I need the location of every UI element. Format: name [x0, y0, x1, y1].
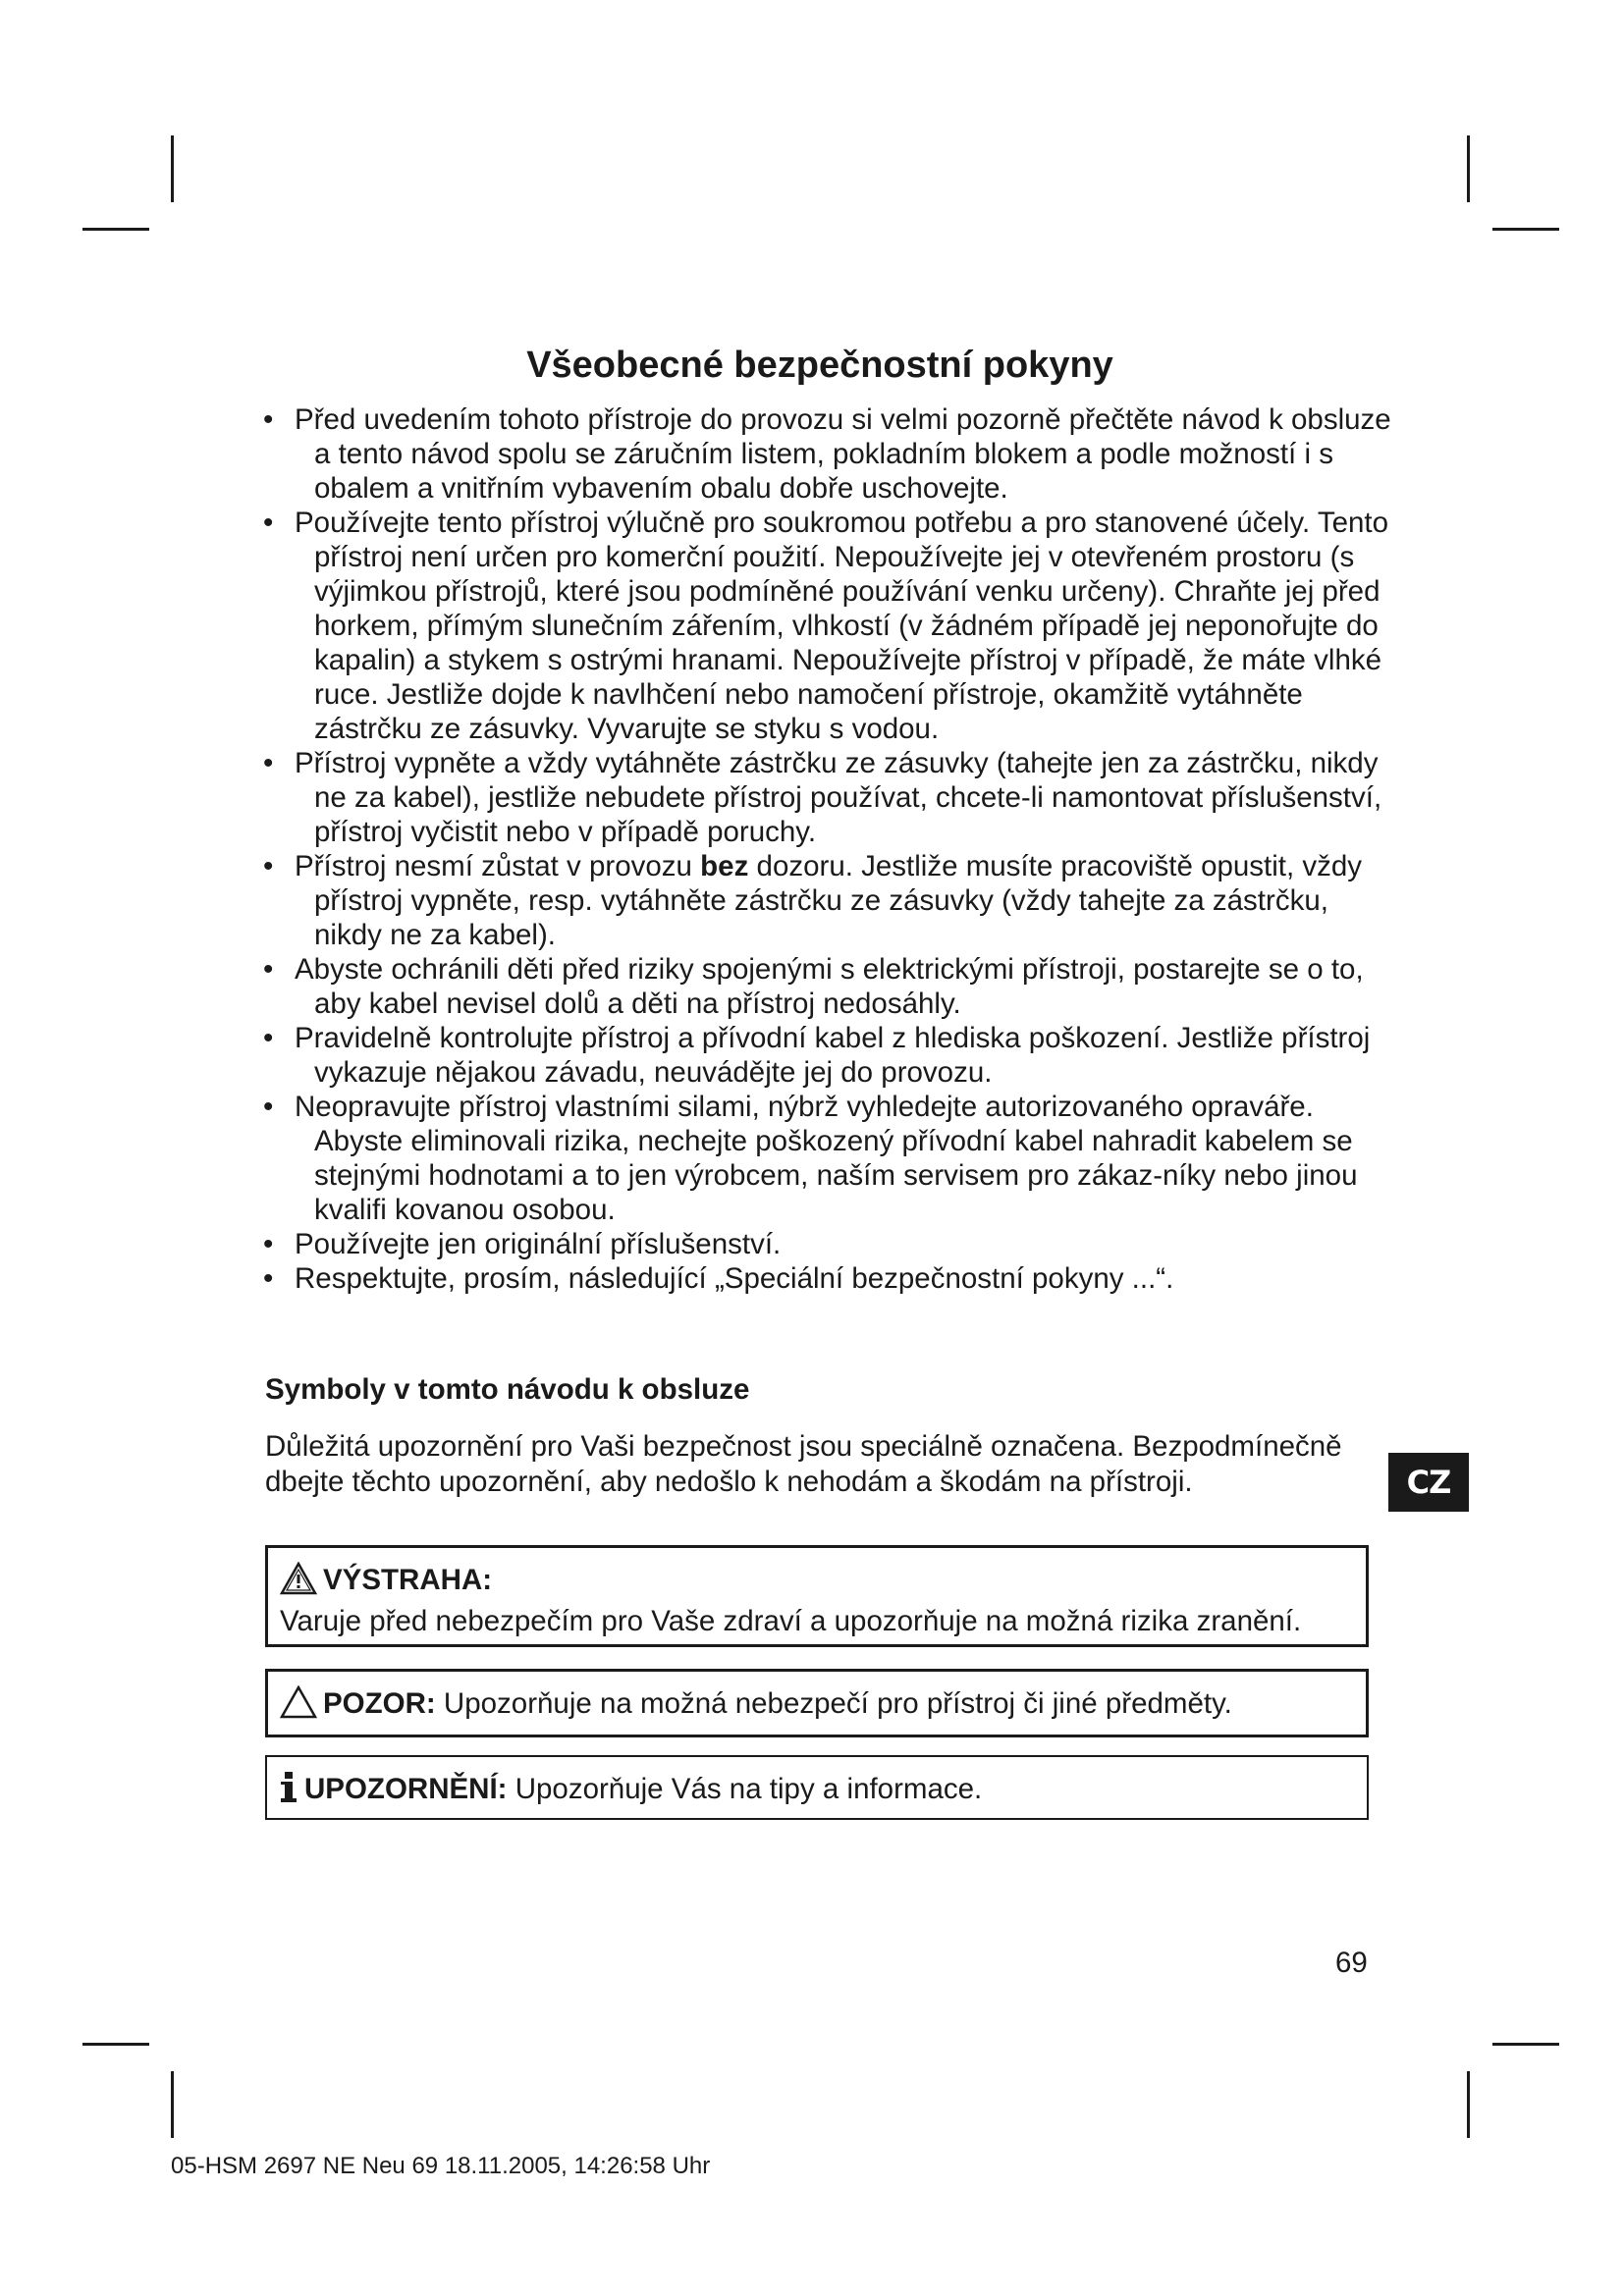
caution-text: Upozorňuje na možná nebezpečí pro přístroj či jiné předměty. — [443, 1687, 1232, 1720]
page-title: Všeobecné bezpečnostní pokyny — [526, 345, 1113, 386]
language-tab: CZ — [1388, 1453, 1469, 1512]
note-label: UPOZORNĚNÍ: — [304, 1773, 508, 1805]
note-text: Upozorňuje Vás na tipy a informace. — [514, 1773, 983, 1805]
list-item: • Používejte jen originální příslušenství. — [263, 1227, 1392, 1261]
info-icon — [279, 1771, 298, 1813]
list-item: • Respektujte, prosím, následující „Speciální bezpečnostní pokyny ...“. — [263, 1261, 1392, 1296]
list-item: • Používejte tento přístroj výlučně pro soukromou potřebu a pro stanovené účely. Tento přístroj není určen pro komerční použití. Nepoužívejte jej v otevřeném prostoru (s výjimkou přístrojů, které jsou podmíněné používání venku určeny). Chraňte jej před horkem, přímým slunečním zářením, vlhkostí (v žádném případě jej neponořujte do kapalin) a stykem s ostrými hranami. Nepoužívejte přístroj v případě, že máte vlhké ruce. Jestliže dojde k navlhčení nebo namočení přístroje, okamžitě vytáhněte zástrčku ze zásuvky. Vyvarujte se styku s vodou. — [263, 506, 1392, 746]
section-heading: Symboly v tomto návodu k obsluze — [265, 1373, 750, 1406]
crop-mark — [1492, 228, 1559, 231]
crop-mark — [82, 2043, 149, 2046]
list-item: • Před uvedením tohoto přístroje do provozu si velmi pozorně přečtěte návod k obsluze a tento návod spolu se záručním listem, pokladním blokem a podle možností i s obalem a vnitřním vybavením obalu dobře uschovejte. — [263, 402, 1392, 506]
crop-mark — [1467, 2071, 1470, 2138]
page-number: 69 — [1335, 1947, 1368, 1979]
warning-label: VÝSTRAHA: — [323, 1564, 493, 1596]
warning-text: Varuje před nebezpečím pro Vaše zdraví a upozorňuje na možná rizika zranění. — [280, 1605, 1302, 1637]
print-footer: 05-HSM 2697 NE Neu 69 18.11.2005, 14:26:58 Uhr — [171, 2153, 711, 2179]
caution-triangle-icon — [280, 1685, 317, 1728]
crop-mark — [171, 2071, 174, 2138]
warning-triangle-icon — [280, 1562, 317, 1604]
crop-mark — [1467, 135, 1470, 202]
list-item-text: Přístroj nesmí zůstat v provozu — [295, 850, 701, 882]
list-item-text: dozoru. Jestliže musíte pracoviště opustit, vždy přístroj vypněte, resp. vytáhněte zástrčku ze zásuvky (vždy tahejte za zástrčku, nikdy ne za kabel). — [314, 850, 1363, 951]
crop-mark — [82, 228, 149, 231]
list-item: • Pravidelně kontrolujte přístroj a přívodní kabel z hlediska poškození. Jestliže přístroj vykazuje nějakou závadu, neuvádějte jej do provozu. — [263, 1021, 1392, 1090]
section-intro: Důležitá upozornění pro Vaši bezpečnost jsou speciálně označena. Bezpodmínečně dbejte těchto upozornění, aby nedošlo k nehodám a škodám na přístroji. — [265, 1430, 1342, 1498]
emphasis-text: bez — [700, 850, 749, 882]
info-notice — [265, 1755, 1369, 1820]
crop-mark — [1492, 2043, 1559, 2046]
caution-notice — [265, 1669, 1369, 1737]
list-item: • Přístroj vypněte a vždy vytáhněte zástrčku ze zásuvky (tahejte jen za zástrčku, nikdy ne za kabel), jestliže nebudete přístroj používat, chcete-li namontovat příslušenství, přístroj vyčistit nebo v případě poruchy. — [263, 746, 1392, 849]
crop-mark — [171, 135, 174, 202]
caution-label: POZOR: — [323, 1687, 436, 1720]
list-item: • Neopravujte přístroj vlastními silami, nýbrž vyhledejte autorizovaného opraváře. Abyste eliminovali rizika, nechejte poškozený přívodní kabel nahradit kabelem se stejnými hodnotami a to jen výrobcem, naším servisem pro zákaz-níky nebo jinou kvalifi kovanou osobou. — [263, 1090, 1392, 1227]
list-item: • Abyste ochránili děti před riziky spojenými s elektrickými přístroji, postarejte se o to, aby kabel nevisel dolů a děti na přístroj nedosáhly. — [263, 952, 1392, 1021]
list-item — [263, 849, 1392, 952]
warning-notice — [265, 1545, 1369, 1647]
safety-bullet-list — [263, 402, 1392, 1296]
